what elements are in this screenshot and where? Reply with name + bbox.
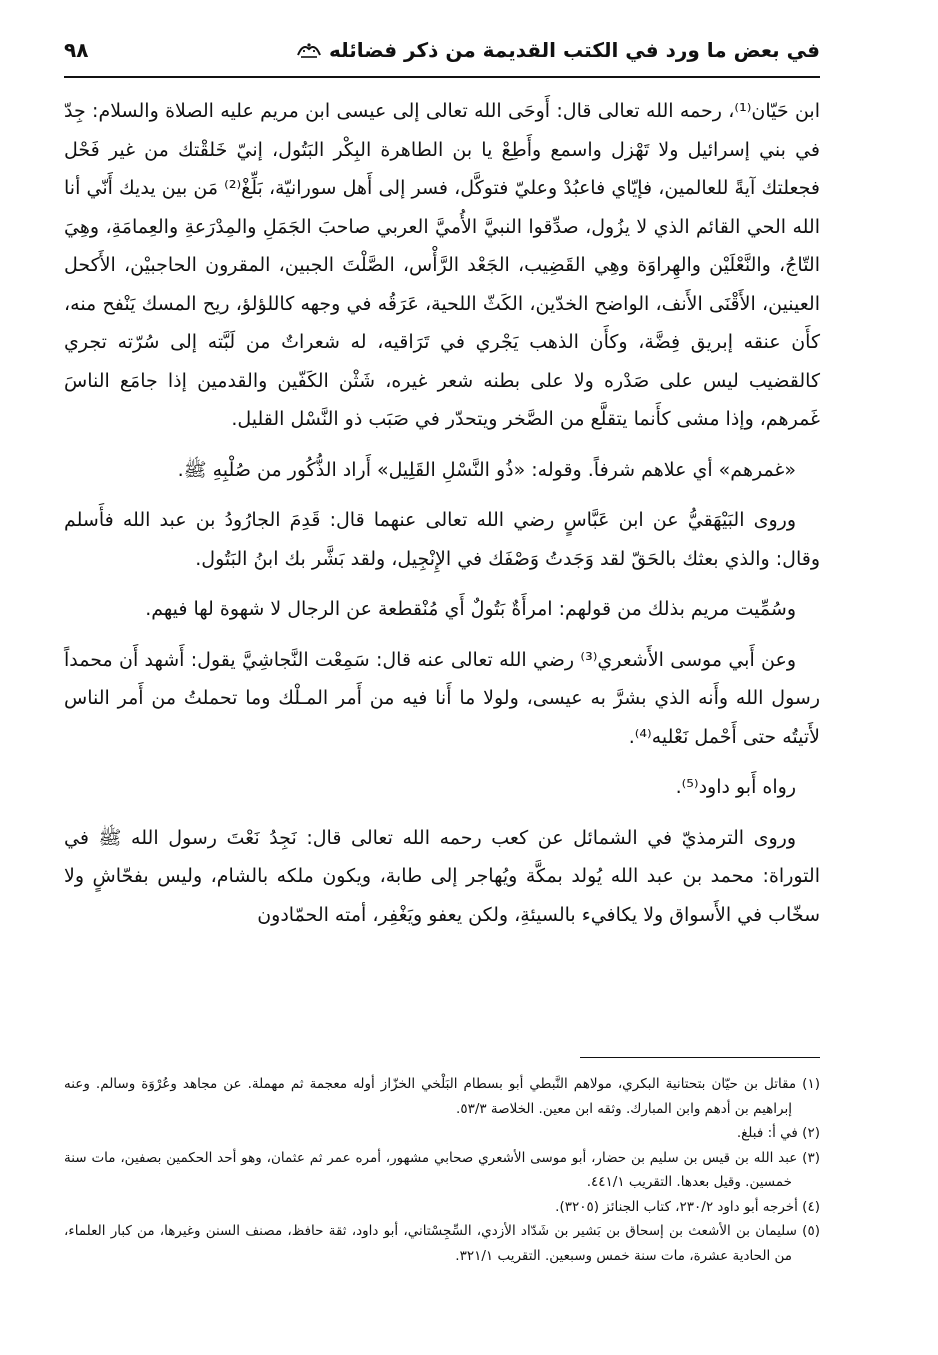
paragraph-bayhaqi: وروى البَيْهَقيُّ عن ابن عَبَّاسٍ رضي الله تعالى عنهما قال: قَدِمَ الجارُودُ بن عبد الله فأَسلم وقال: والذي بعثك بالحَقّ لقد وَجَدتُ وَصْفَك في الإِنْجِيل، ولقد بَشَّر بك ابنُ البَتُول. xyxy=(64,509,820,570)
footnote-divider xyxy=(580,1057,820,1058)
footnote-3: (٣) عبد الله بن قيس بن سليم بن حضار، أبو موسى الأشعري صحابي مشهور، أمره عمر ثم عثمان، وهو أحد الحكمين بصفين، مات سنة خمسين. وقيل بعدها. التقريب ٤٤١/١. xyxy=(64,1149,820,1190)
running-header xyxy=(64,30,820,70)
chapter-title-text: في بعض ما ورد في الكتب القديمة من ذكر فضائله xyxy=(328,38,820,62)
chapter-title xyxy=(295,38,820,62)
paragraph-maryam-batul: وسُمِّيت مريم بذلك من قولهم: امرأَةٌ بَتُولٌ أَي مُنْقطعة عن الرجال لا شهوة لها فيهم. xyxy=(145,598,796,620)
page-number: ٩٨ xyxy=(64,38,89,62)
footnotes xyxy=(64,1072,820,1268)
salawat-seal-icon xyxy=(295,39,323,61)
paragraph-abu-dawud: رواه أَبو داود⁽⁵⁾. xyxy=(675,776,796,798)
paragraph-tirmidhi: وروى الترمذيّ في الشمائل عن كعب رحمه الله تعالى قال: نَجِدُ نَعْتَ رسول الله ﷺ في التوراة: محمد بن عبد الله يُولد بمكَّة ويُهاجر إلى طابة، ويكون ملكه بالشام، وليس بفحّاشٍ ولا سخّاب في الأَسواق ولا يكافيء بالسيئةِ، ولكن يعفو ويَغْفِر، أمته الحمّادون xyxy=(64,826,820,926)
paragraph-ibn-hayyan: ابن حَيّان⁽¹⁾، رحمه الله تعالى قال: أَوحَى الله تعالى إلى عيسى ابن مريم عليه الصلاة والسلام: جِدّ في بني إسرائيل ولا تَهْزل واسمع وأَطِعْ يا بن الطاهرة البِكْر البَتُول، إنيّ خَلقْتك من غير فَحْل فجعلتك آيةً للعالمين، فإيّاي فاعبُدْ وعليّ فتوكَّل، فسر إلى أَهل سورانيّة، بَلِّغْ⁽²⁾ مَن بين يديك أَنّي أنا الله الحي القائم الذي لا يزُول، صدِّقوا النبيَّ الأُميَّ العربي صاحبَ الجَمَلِ والمِدْرَعةِ والعِمامَةِ، وهِيَ التّاجُ، والنَّعْلَيْن والهِراوَة وهِي القَضِيب، الجَعْد الرَّأْس، الصَّلْتَ الجبين، المقرون الحاجبيْن، الأَكحل العينين، الأَقْنَى الأَنف، الواضح الخدّين، الكَثّ اللحية، عَرَقُه في وجهه كاللؤلؤ، ريح المسك يَنْفح منه، كأَن عنقه إبريق فِضَّة، وكأَن الذهب يَجْري في تَرَاقيه، له شعراتٌ من لَبَّته إلى سُرّته تجري كالقضيب ليس على صَدْره ولا على بطنه شعر غيره، شَثْن الكَفّين والقدمين إذا جامَع الناسَ غَمرهم، وإذا مشى كأَنما يتقلَّع من الصَّخر ويتحدّر في صَبَب ذو النَّسْل القليل. xyxy=(64,100,821,430)
header-divider xyxy=(64,76,820,78)
footnote-5: (٥) سليمان بن الأشعث بن إسحاق بن بَشير بن شَدّاد الأزدي، السِّجِسْتاني، أبو داود، ثقة حافظ، مصنف السنن وغيرها، من كبار العلماء، من الحادية عشرة، مات سنة خمس وسبعين. التقريب ٣٢١/١. xyxy=(64,1223,820,1264)
footnote-1: (١) مقاتل بن حيّان بتحتانية البكري، مولاهم النَّبطي أبو بسطام البَلْخي الخزّاز أوله معجمة ثم مهملة. عن مجاهد وعُرْوَة وسالم. وعنه إبراهيم بن أدهم وابن المبارك. وثقه ابن معين. الخلاصة ٥٣/٣. xyxy=(64,1076,820,1117)
footnote-4: (٤) أخرجه أبو داود ٢٣٠/٢، كتاب الجنائز (٣٢٠٥). xyxy=(555,1198,820,1215)
main-text xyxy=(64,92,820,946)
footnote-2: (٢) في أ: فبلغ. xyxy=(736,1125,820,1141)
paragraph-abu-musa: وعن أَبي موسى الأَشعري⁽³⁾ رضي الله تعالى عنه قال: سَمِعْت النَّجاشِيَّ يقول: أَشهد أَن محمداً رسول الله وأَنه الذي بشرَّ به عيسى، ولولا ما أَنا فيه من أَمر المـلْك وما تحملتُ من أَمر الناس لأَتيتُه حتى أَحْمل نَعْليه⁽⁴⁾. xyxy=(64,648,820,748)
paragraph-gloss: «غمرهم» أي علاهم شرفاً. وقوله: «ذُو النَّسْلِ القَلِيل» أَراد الذُّكُور من صُلْبِهِ ﷺ. xyxy=(177,458,796,481)
